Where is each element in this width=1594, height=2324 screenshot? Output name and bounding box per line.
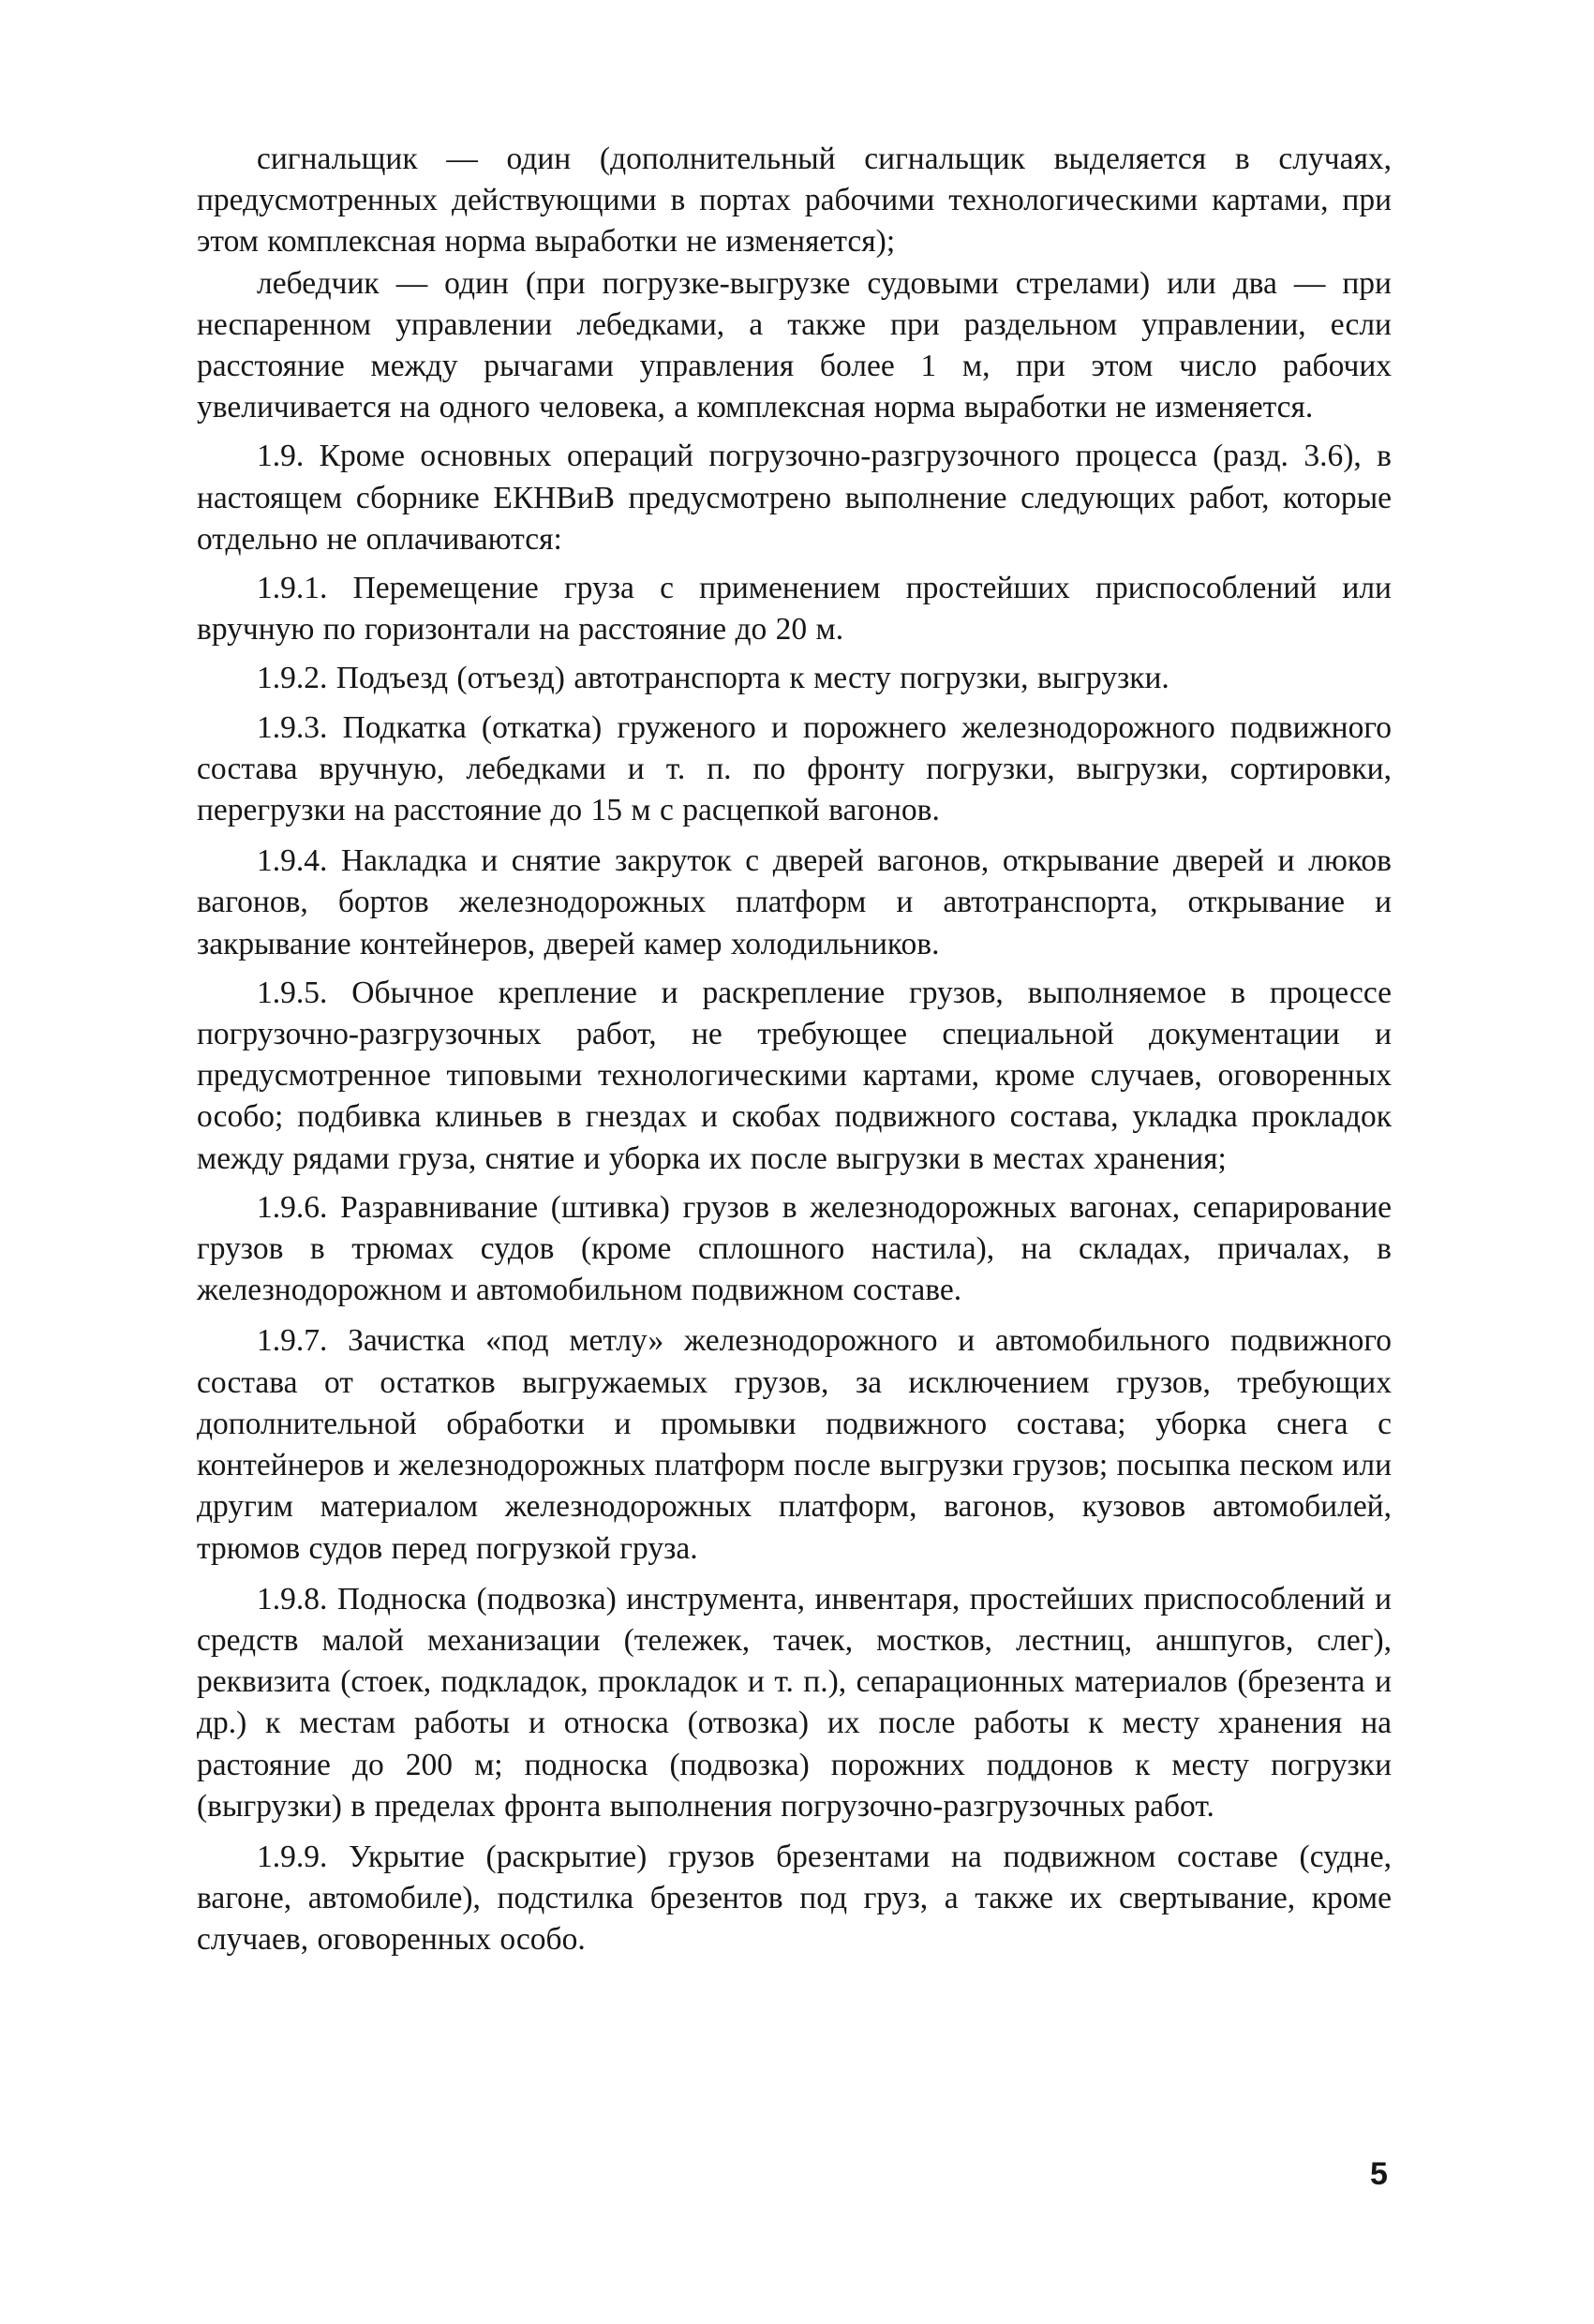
paragraph-signalman: сигнальщик — один (дополнительный сигнальщик выделяется в случаях, предусмотренных действующими в портах рабочими технологическими картами, при этом комплексная норма выработки не изменяется); [197, 142, 1392, 260]
paragraph-1-9-5: 1.9.5. Обычное крепление и раскрепление грузов, выполняемое в процессе погрузочно-разгрузочных работ, не требующее специальной документации и предусмотренное типовыми технологическими картами, кроме случаев, оговоренных особо; подбивка клиньев в гнездах и скобах подвижного состава, укладка прокладок между рядами груза, снятие и уборка их после выгрузки в местах хранения; [197, 975, 1392, 1176]
paragraph-1-9-8: 1.9.8. Подноска (подвозка) инструмента, инвентаря, простейших приспособлений и средств малой механизации (тележек, тачек, мостков, лестниц, аншпугов, слег), реквизита (стоек, подкладок, прокладок и т. п.), сепарационных материалов (брезента и др.) к местам работы и относка (отвозка) их после работы к месту хранения на растояние до 200 м; подноска (подвозка) порожних поддонов к месту погрузки (выгрузки) в пределах фронта выполнения погрузочно-разгрузочных работ. [197, 1581, 1392, 1824]
paragraph-1-9-6: 1.9.6. Разравнивание (штивка) грузов в железнодорожных вагонах, сепарирование грузов в трюмах судов (кроме сплошного настила), на складах, причалах, в железнодорожном и автомобильном подвижном составе. [197, 1189, 1392, 1308]
paragraph-1-9-9: 1.9.9. Укрытие (раскрытие) грузов брезентами на подвижном составе (судне, вагоне, автомобиле), подстилка брезентов под груз, а также их свертывание, кроме случаев, оговоренных особо. [197, 1839, 1392, 1958]
paragraph-1-9-7: 1.9.7. Зачистка «под метлу» железнодорожного и автомобильного подвижного состава от остатков выгружаемых грузов, за исключением грузов, требующих дополнительной обработки и промывки подвижного состава; уборка снега с контейнеров и железнодорожных платформ после выгрузки грузов; посыпка песком или другим материалом железнодорожных платформ, вагонов, кузовов автомобилей, трюмов судов перед погрузкой груза. [197, 1323, 1392, 1566]
paragraph-1-9-3: 1.9.3. Подкатка (откатка) груженого и порожнего железнодорожного подвижного состава вручную, лебедками и т. п. по фронту погрузки, выгрузки, сортировки, перегрузки на расстояние до 15 м с расцепкой вагонов. [197, 709, 1392, 828]
paragraph-winchman: лебедчик — один (при погрузке-выгрузке судовыми стрелами) или два — при неспаренном управлении лебедками, а также при раздельном управлении, если расстояние между рычагами управления более 1 м, при этом число рабочих увеличивается на одного человека, а комплексная норма выработки не изменяется. [197, 265, 1392, 425]
paragraph-1-9-2: 1.9.2. Подъезд (отъезд) автотранспорта к месту погрузки, выгрузки. [257, 661, 1169, 696]
paragraph-1-9: 1.9. Кроме основных операций погрузочно-разгрузочного процесса (разд. 3.6), в настоящем сборнике ЕКНВиВ предусмотрено выполнение следующих работ, которые отдельно не оплачиваются: [197, 439, 1392, 557]
paragraph-1-9-4: 1.9.4. Накладка и снятие закруток с дверей вагонов, открывание дверей и люков вагонов, бортов железнодорожных платформ и автотранспорта, открывание и закрывание контейнеров, дверей камер холодильников. [197, 843, 1392, 961]
page-number: 5 [1370, 2156, 1388, 2192]
paragraph-1-9-1: 1.9.1. Перемещение груза с применением простейших приспособлений или вручную по горизонтали на расстояние до 20 м. [197, 571, 1392, 648]
body-text [197, 139, 1392, 1961]
